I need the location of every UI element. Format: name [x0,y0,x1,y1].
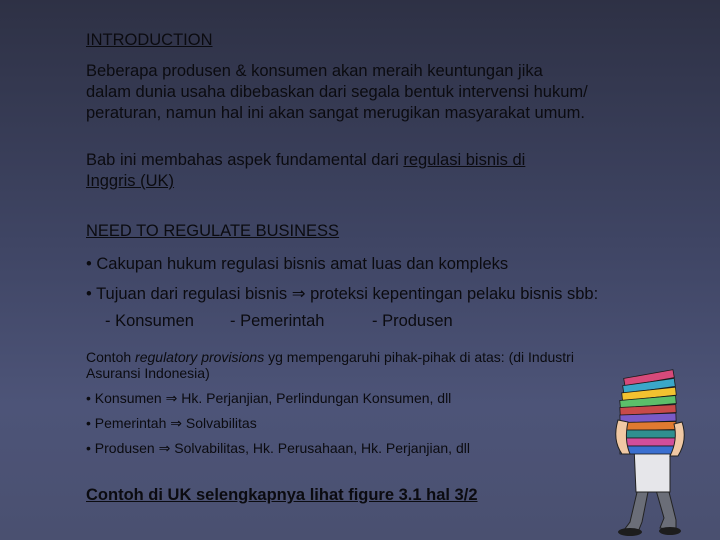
implies-arrow-icon: ⇒ [165,391,178,407]
intro-paragraph-line-1: Beberapa produsen & konsumen akan meraih keuntungan jika [86,62,543,80]
implies-arrow-icon: ⇒ [291,284,306,303]
example-item-text: Solvabilitas [182,415,257,431]
example-intro-italic: regulatory provisions [135,349,265,365]
intro-paragraph-line-2: dalam dunia usaha dibebaskan dari segala bentuk intervensi hukum/ [86,83,588,101]
example-item-label: • Konsumen [86,390,166,406]
example-intro-line-2: Asuransi Indonesia) [86,365,210,381]
example-item-label: • Produsen [86,440,159,456]
uk-regulation-link-continued[interactable]: Inggris (UK) [86,172,175,190]
intro-scope-line-1 [86,151,525,170]
example-item-text: Solvabilitas, Hk. Perusahaan, Hk. Perjanjian, dll [170,440,470,456]
party-pemerintah: - Pemerintah [230,312,325,330]
example-item-text: Hk. Perjanjian, Perlindungan Konsumen, dll [177,390,452,406]
need-heading: NEED TO REGULATE BUSINESS [86,222,340,240]
intro-scope-text: Bab ini membahas aspek fundamental dari [86,151,404,169]
uk-regulation-link[interactable]: regulasi bisnis di [403,151,526,169]
example-intro-line-1 [86,350,574,365]
example-item-produsen [86,441,470,457]
man-carrying-books-icon [590,360,710,538]
figure-reference-link[interactable]: Contoh di UK selengkapnya lihat figure 3.1 hal 3/2 [86,486,478,504]
intro-paragraph-line-3: peraturan, namun hal ini akan sangat merugikan masyarakat umum. [86,104,585,122]
need-bullet-2 [86,284,598,304]
party-produsen: - Produsen [372,312,453,330]
party-konsumen: - Konsumen [105,312,194,330]
example-intro-text-end: yg mempengaruhi pihak-pihak di atas: (di Industri [264,349,574,365]
need-bullet-2-text: • Tujuan dari regulasi bisnis [86,285,292,303]
example-intro-text: Contoh [86,349,136,365]
need-bullet-1: • Cakupan hukum regulasi bisnis amat luas dan kompleks [86,255,509,273]
intro-heading: INTRODUCTION [86,31,213,49]
example-item-pemerintah [86,416,257,432]
need-bullet-2-text-end: proteksi kepentingan pelaku bisnis sbb: [305,285,599,303]
example-item-label: • Pemerintah [86,415,171,431]
example-item-konsumen [86,391,451,407]
implies-arrow-icon: ⇒ [170,416,183,432]
implies-arrow-icon: ⇒ [158,441,171,457]
